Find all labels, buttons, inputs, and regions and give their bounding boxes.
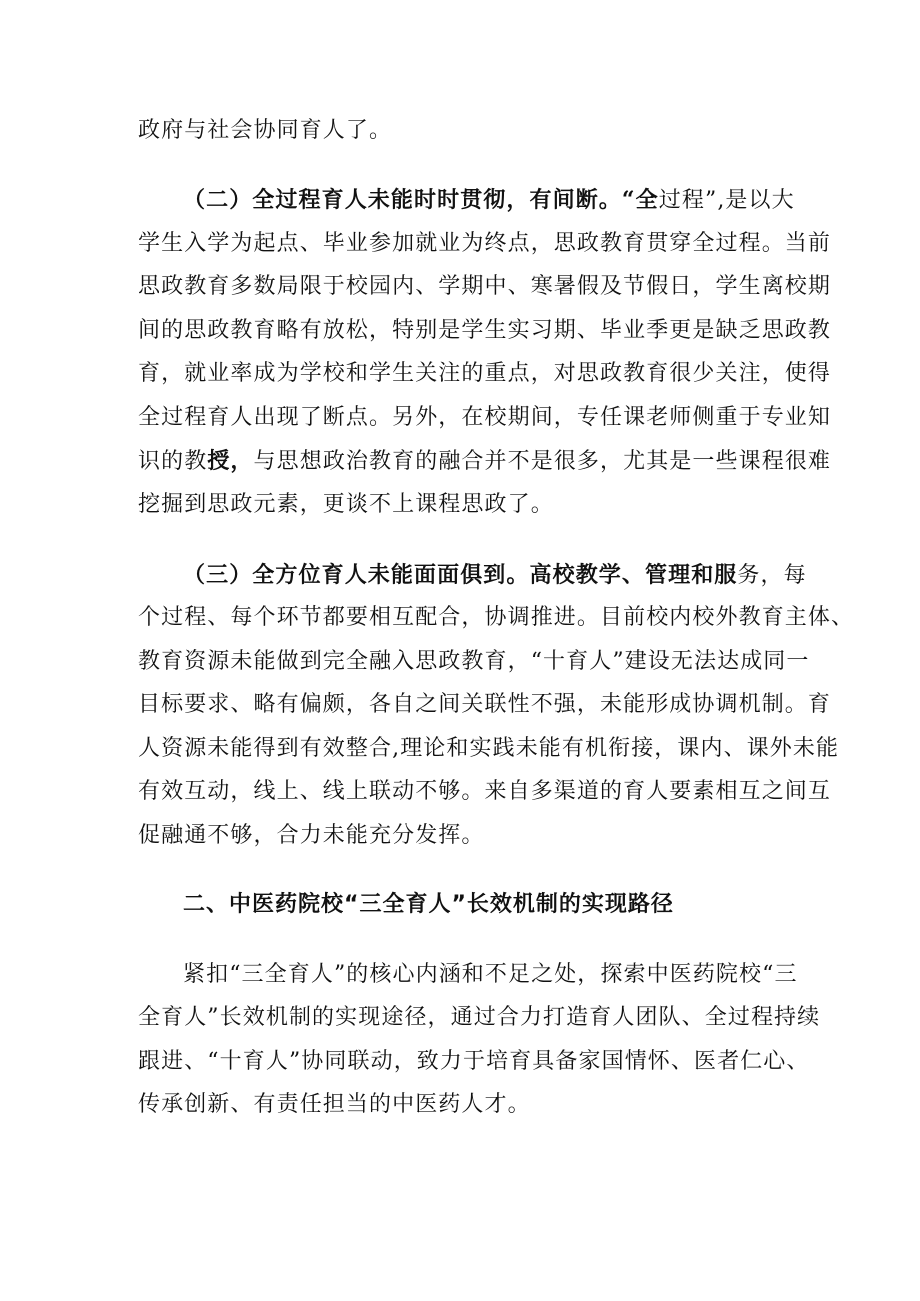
- paragraph-line: [138, 1001, 821, 1035]
- text-run: 育，就业率成为学校和学生关注的重点，对思政教育很少关注，使得: [138, 361, 832, 386]
- text-run: 目标要求、略有偏颇，各自之间关联性不强，未能形成协调机制。育: [138, 692, 832, 717]
- text-run: 全过程育人出现了断点。另外，在校期间，专任课老师侧重于专业知: [138, 405, 832, 430]
- paragraph-line: [138, 645, 810, 679]
- text-run-bold: 授，: [207, 448, 254, 474]
- paragraph-line: [138, 270, 832, 304]
- text-run: 人资源未能得到有效整合,理论和实践未能有机衔接，课内、课外未能: [138, 736, 840, 761]
- text-run: 教育资源未能做到完全融入思政教育，“十育人”建设无法达成同一: [138, 649, 810, 674]
- text-run: 政府与社会协同育人了。: [138, 118, 393, 143]
- text-run: 传承创新、有责任担当的中医药人才。: [138, 1092, 531, 1117]
- paragraph-line: [138, 601, 855, 635]
- paragraph-line: [138, 1045, 810, 1079]
- paragraph-line: [183, 558, 843, 592]
- text-run: 有效互动，线上、线上联动不够。来自多渠道的育人要素相互之间互: [138, 779, 832, 804]
- section-heading: 二、中医药院校“三全育人”长效机制的实现路径: [183, 892, 674, 917]
- subsection-lead: （三）全方位育人未能面面俱到。高校教学、管理和服: [183, 562, 738, 588]
- paragraph-line: [138, 1088, 798, 1122]
- text-run: 过程”,是以大: [658, 188, 795, 213]
- paragraph-line: [183, 183, 843, 217]
- text-run: 跟进、“十育人”协同联动，致力于培育具备家国情怀、医者仁心、: [138, 1049, 810, 1074]
- text-run: 紧扣“三全育人”的核心内涵和不足之处，探索中医药院校“三: [183, 962, 798, 987]
- text-run: 识的教: [138, 449, 208, 474]
- paragraph-line: [138, 688, 832, 722]
- text-run: 挖掘到思政元素，更谈不上课程思政了。: [138, 492, 554, 517]
- paragraph-line: [138, 819, 798, 853]
- text-run: 与思想政治教育的融合并不是很多，尤其是一些课程很难: [253, 449, 832, 474]
- paragraph-line: [138, 444, 832, 478]
- paragraph-line: [138, 732, 840, 766]
- paragraph-line: [138, 488, 798, 522]
- text-run: 间的思政教育略有放松，特别是学生实习期、毕业季更是缺乏思政教: [138, 318, 832, 343]
- text-run: 学生入学为起点、毕业参加就业为终点，思政教育贯穿全过程。当前: [138, 231, 832, 256]
- paragraph-line: [138, 401, 832, 435]
- paragraph-line: [138, 775, 832, 809]
- paragraph-line: [138, 114, 798, 148]
- paragraph-line: [183, 958, 843, 992]
- paragraph-line: [138, 227, 832, 261]
- paragraph-line: [138, 357, 832, 391]
- text-run: 促融通不够，合力未能充分发挥。: [138, 823, 485, 848]
- paragraph-line: [138, 314, 832, 348]
- text-run: 个过程、每个环节都要相互配合，协调推进。目前校内校外教育主体、: [138, 605, 855, 630]
- text-run: 思政教育多数局限于校园内、学期中、寒暑假及节假日，学生离校期: [138, 274, 832, 299]
- text-run: 务，每: [737, 563, 807, 588]
- text-run: 全育人”长效机制的实现途径，通过合力打造育人团队、全过程持续: [138, 1005, 821, 1030]
- subsection-lead: （二）全过程育人未能时时贯彻，有间断。“全: [183, 187, 659, 213]
